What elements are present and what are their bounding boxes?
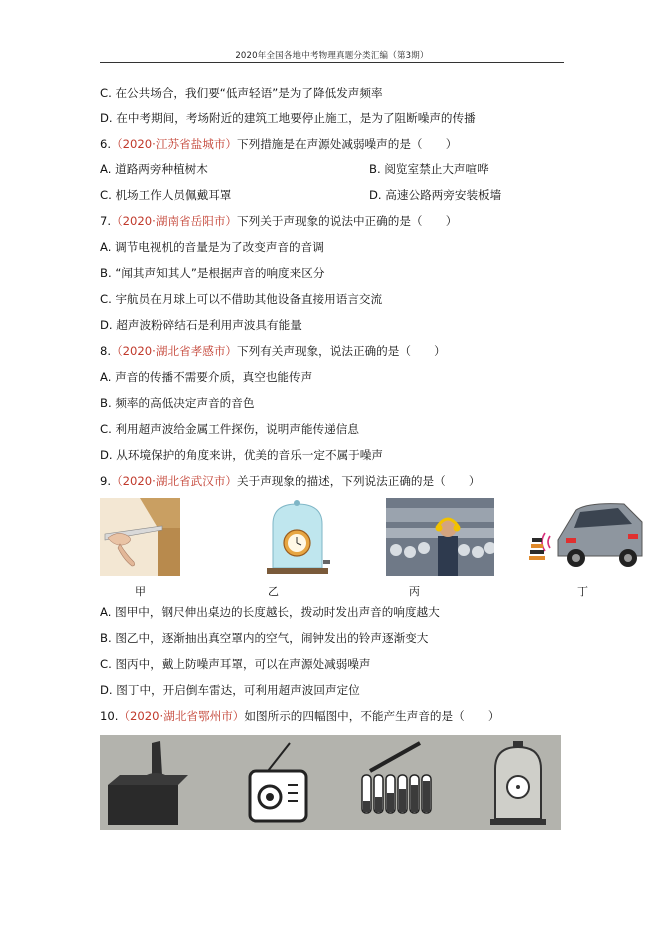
q10-stem: [100, 709, 499, 724]
q10-figure: [100, 735, 561, 830]
q9-figures: [100, 498, 645, 578]
figure-car-reversing-radar: [528, 498, 645, 576]
caption-jia: 甲: [135, 585, 146, 598]
q5-option-c: C. 在公共场合，我们要“低声轻语”是为了降低发声频率: [100, 86, 383, 100]
q8-option-c: C. 利用超声波给金属工件探伤，说明声能传递信息: [100, 422, 359, 436]
caption-ding: 丁: [577, 585, 588, 598]
q8-stem: [100, 344, 446, 359]
q9-text: 关于声现象的描述，下列说法正确的是（ ）: [237, 474, 481, 488]
q9-option-d: D. 图丁中，开启倒车雷达，可利用超声波回声定位: [100, 683, 360, 697]
q7-stem: [100, 214, 457, 229]
q8-option-a: A. 声音的传播不需要介质，真空也能传声: [100, 370, 313, 384]
caption-bing: 丙: [409, 585, 420, 598]
q6-option-a: A. 道路两旁种植树木: [100, 162, 208, 176]
q8-text: 下列有关声现象，说法正确的是（ ）: [237, 344, 446, 358]
q7-option-c: C. 宇航员在月球上可以不借助其他设备直接用语言交流: [100, 292, 383, 306]
q8-option-b: B. 频率的高低决定声音的音色: [100, 396, 255, 410]
q10-number: 10.: [100, 709, 119, 723]
q7-option-b: B. “闻其声知其人”是根据声音的响度来区分: [100, 266, 325, 280]
q6-text: 下列措施是在声源处减弱噪声的是（ ）: [237, 137, 458, 151]
q10-source: （2020·湖北省鄂州市）: [118, 709, 245, 723]
q6-option-d: D. 高速公路两旁安装板墙: [369, 188, 502, 202]
q6-option-c: C. 机场工作人员佩戴耳罩: [100, 188, 232, 202]
q6-stem: [100, 137, 457, 152]
q7-option-d: D. 超声波粉碎结石是利用声波具有能量: [100, 318, 302, 332]
q7-number: 7.: [100, 214, 112, 228]
q9-source: （2020·湖北省武汉市）: [111, 474, 238, 488]
q5-option-d: D. 在中考期间，考场附近的建筑工地要停止施工，是为了阻断噪声的传播: [100, 111, 476, 125]
q8-option-d: D. 从环境保护的角度来讲，优美的音乐一定不属于噪声: [100, 448, 383, 462]
figure-bell-jar-clock: [265, 498, 330, 576]
q9-option-b: B. 图乙中，逐渐抽出真空罩内的空气，闹钟发出的铃声逐渐变大: [100, 631, 429, 645]
header-rule: [100, 62, 564, 63]
page-header: 2020年全国各地中考物理真题分类汇编（第3期）: [235, 51, 429, 61]
q9-option-a: A. 图甲中，钢尺伸出桌边的长度越长，拨动时发出声音的响度越大: [100, 605, 440, 619]
figure-ruler-on-table: [100, 498, 180, 576]
q6-number: 6.: [100, 137, 112, 151]
caption-yi: 乙: [268, 585, 279, 598]
q7-option-a: A. 调节电视机的音量是为了改变声音的音调: [100, 240, 324, 254]
q9-number: 9.: [100, 474, 112, 488]
q10-text: 如图所示的四幅图中，不能产生声音的是（ ）: [244, 709, 500, 723]
q9-option-c: C. 图丙中，戴上防噪声耳罩，可以在声源处减弱噪声: [100, 657, 371, 671]
q7-text: 下列关于声现象的说法中正确的是（ ）: [237, 214, 458, 228]
q8-number: 8.: [100, 344, 112, 358]
q8-source: （2020·湖北省孝感市）: [111, 344, 238, 358]
q6-source: （2020·江苏省盐城市）: [111, 137, 238, 151]
q7-source: （2020·湖南省岳阳市）: [111, 214, 238, 228]
figure-bell-jar: [490, 741, 546, 825]
q9-stem: [100, 474, 481, 489]
q6-option-b: B. 阅览室禁止大声喧哗: [369, 162, 489, 176]
figure-factory-worker: [386, 498, 494, 576]
